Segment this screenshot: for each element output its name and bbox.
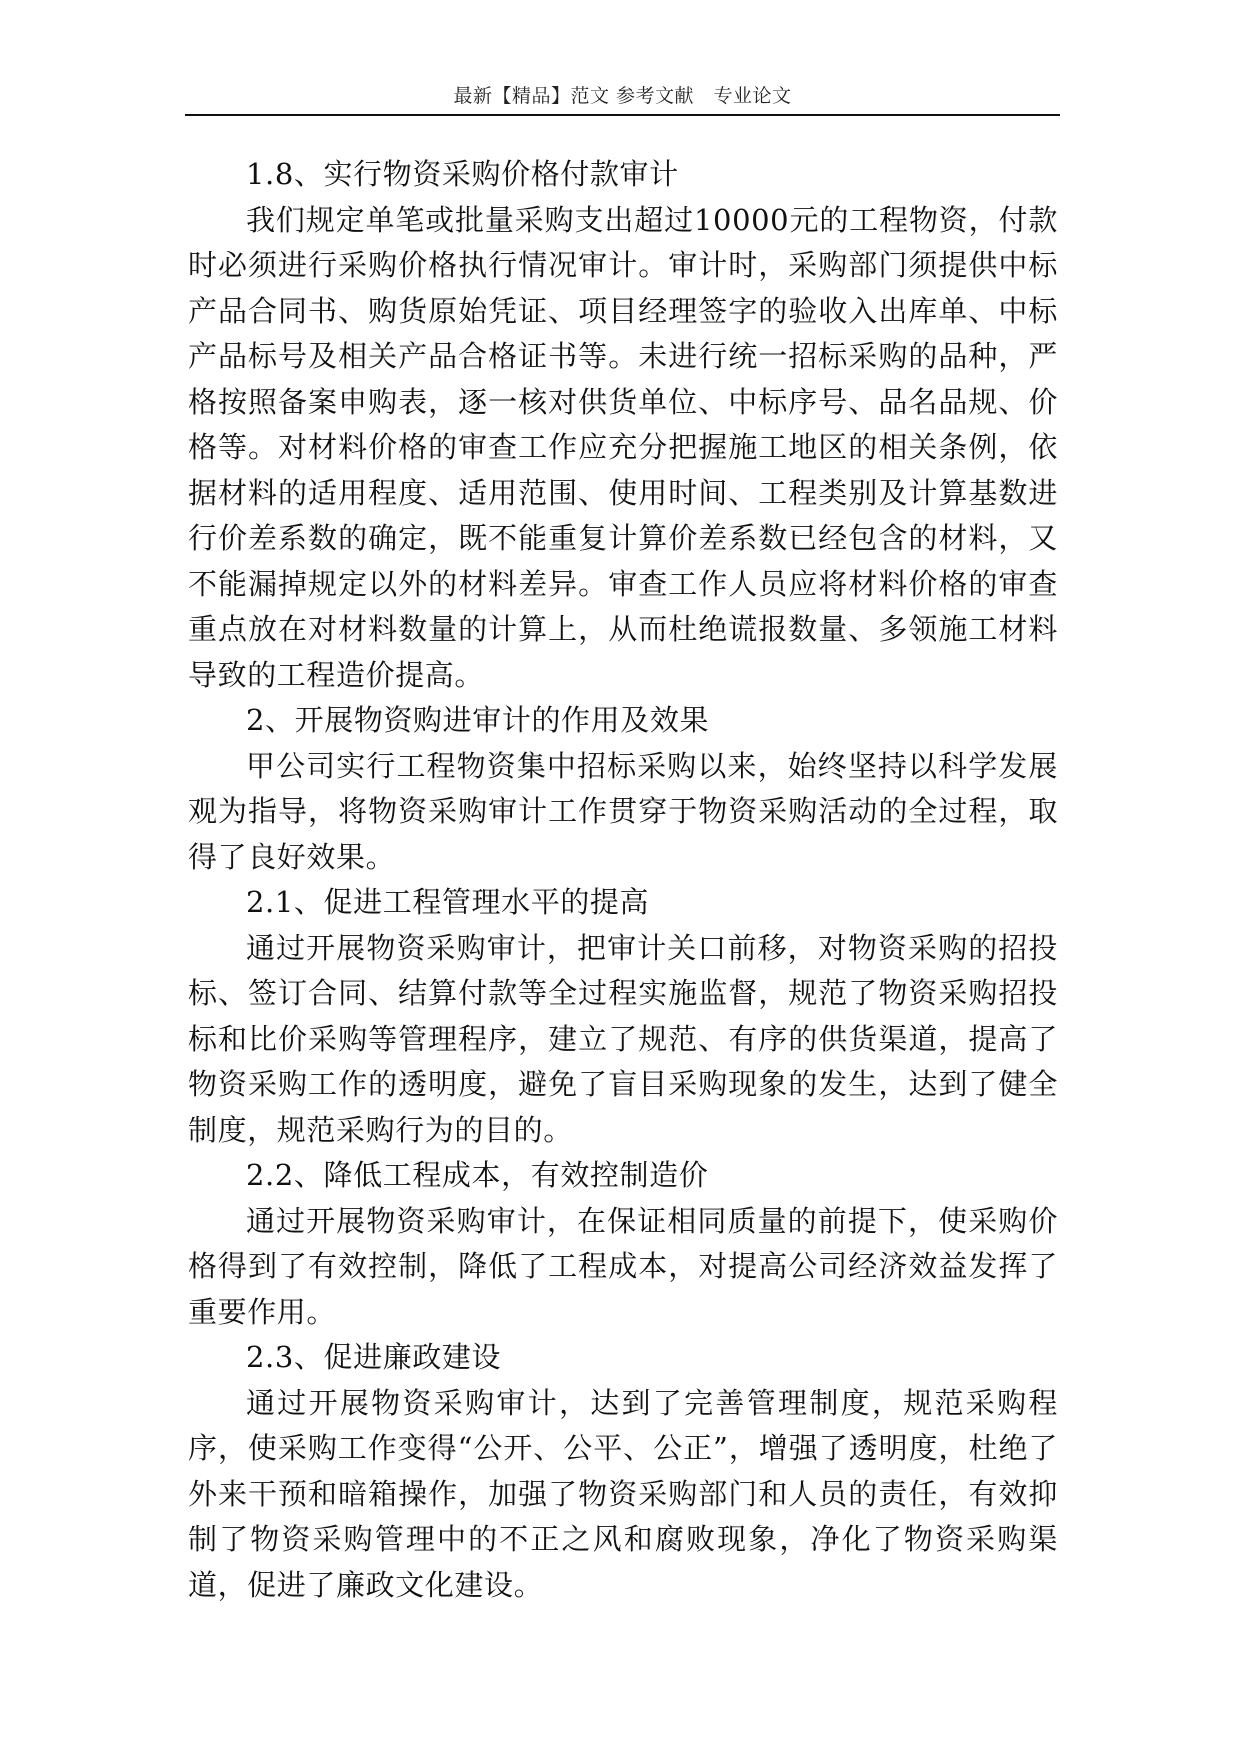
section-heading-1-8: 1.8、实行物资采购价格付款审计 [246,157,679,191]
section-heading-2-3: 2.3、促进廉政建设 [246,1340,502,1374]
paragraph-management: 通过开展物资采购审计，把审计关口前移，对物资采购的招投标、签订合同、结算付款等全过程实施监督，规范了物资采购招投标和比价采购等管理程序，建立了规范、有序的供货渠道，提高了物资采购工作的透明度，避免了盲目采购现象的发生，达到了健全制度，规范采购行为的目的。 [188,930,1058,1147]
section-heading-2-2: 2.2、降低工程成本，有效控制造价 [246,1158,709,1192]
document-body [188,152,1058,1608]
page-header: 最新【精品】范文 参考文献 专业论文 [453,85,792,107]
paragraph-cost: 通过开展物资采购审计，在保证相同质量的前提下，使采购价格得到了有效控制，降低了工程成本，对提高公司经济效益发挥了重要作用。 [188,1203,1058,1329]
section-heading-2: 2、开展物资购进审计的作用及效果 [246,703,710,737]
section-heading-2-1: 2.1、促进工程管理水平的提高 [246,885,650,919]
paragraph-overview: 甲公司实行工程物资集中招标采购以来，始终坚持以科学发展观为指导，将物资采购审计工作贯穿于物资采购活动的全过程，取得了良好效果。 [188,748,1058,874]
paragraph-price-audit: 我们规定单笔或批量采购支出超过10000元的工程物资，付款时必须进行采购价格执行情况审计。审计时，采购部门须提供中标产品合同书、购货原始凭证、项目经理签字的验收入出库单、中标产品标号及相关产品合格证书等。未进行统一招标采购的品种，严格按照备案申购表，逐一核对供货单位、中标序号、品名品规、价格等。对材料价格的审查工作应充分把握施工地区的相关条例，依据材料的适用程度、适用范围、使用时间、工程类别及计算基数进行价差系数的确定，既不能重复计算价差系数已经包含的材料，又不能漏掉规定以外的材料差异。审查工作人员应将材料价格的审查重点放在对材料数量的计算上，从而杜绝谎报数量、多领施工材料导致的工程造价提高。 [188,202,1058,692]
header-divider [185,114,1060,116]
paragraph-integrity: 通过开展物资采购审计，达到了完善管理制度，规范采购程序，使采购工作变得“公开、公平、公正”，增强了透明度，杜绝了外来干预和暗箱操作，加强了物资采购部门和人员的责任，有效抑制了物资采购管理中的不正之风和腐败现象，净化了物资采购渠道，促进了廉政文化建设。 [188,1385,1058,1602]
